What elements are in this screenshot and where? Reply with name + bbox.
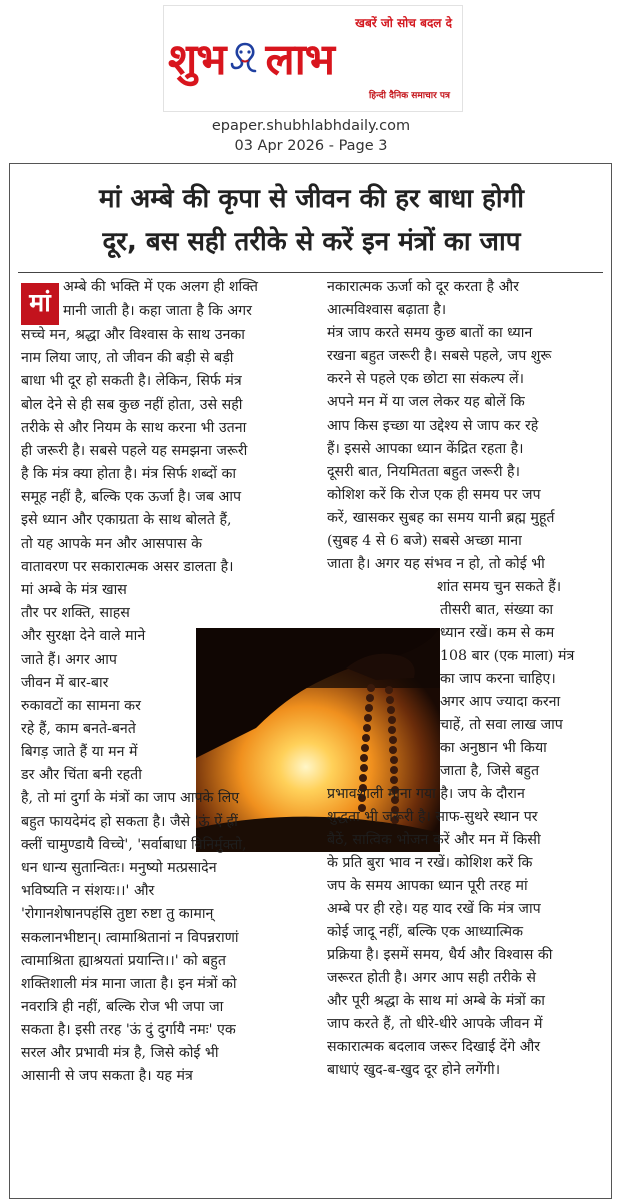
right-column-line: जरूरत होती है। अगर आप सही तरीके से	[327, 970, 536, 986]
left-column-line: बहुत फायदेमंद हो सकता है। जैसे 'ऊं ऐं ह्रीं	[21, 814, 238, 830]
edition-date-page: 03 Apr 2026 - Page 3	[234, 138, 388, 154]
left-column-line: रहे हैं, काम बनते-बनते	[21, 721, 136, 737]
right-column-line: करें, खासकर सुबह का समय यानी ब्रह्म मुहूर्त	[327, 510, 555, 526]
right-column-line: जाप करते हैं, तो धीरे-धीरे आपके जीवन में	[327, 1016, 543, 1032]
right-column-line: के प्रति बुरा भाव न रखें। कोशिश करें कि	[327, 855, 533, 871]
right-column-line: नकारात्मक ऊर्जा को दूर करता है और	[327, 279, 519, 295]
right-column-line: का अनुष्ठान भी किया	[440, 740, 547, 756]
left-column-line: मानी जाती है। कहा जाता है कि अगर	[63, 303, 252, 319]
left-column-line: सरल और प्रभावी मंत्र है, जिसे कोई भी	[21, 1045, 219, 1061]
right-column-line: कोशिश करें कि रोज एक ही समय पर जप	[327, 487, 541, 503]
right-column-line: मंत्र जाप करते समय कुछ बातों का ध्यान	[327, 325, 533, 341]
left-column-line: वातावरण पर सकारात्मक असर डालता है।	[21, 559, 234, 575]
left-column-line: बिगड़ जाते हैं या मन में	[21, 744, 138, 760]
left-column-line: नवरात्रि ही नहीं, बल्कि रोज भी जपा जा	[21, 999, 224, 1015]
left-column-line: नाम लिया जाए, तो जीवन की बड़ी से बड़ी	[21, 350, 234, 366]
headline-line: दूर, बस सही तरीके से करें इन मंत्रों का जाप	[102, 227, 521, 257]
logo-text-right: लाभ	[265, 35, 335, 85]
right-column-line: आत्मविश्वास बढ़ाता है।	[327, 302, 447, 318]
right-column-line: हैं। इससे आपका ध्यान केंद्रित रहता है।	[327, 441, 524, 457]
headline-line: मां अम्बे की कृपा से जीवन की हर बाधा होगी	[99, 184, 524, 214]
left-column-line: डर और चिंता बनी रहती	[21, 767, 142, 783]
left-column-line: मां अम्बे के मंत्र खास	[21, 582, 127, 598]
masthead	[163, 5, 463, 112]
right-column-line: प्रभावशाली माना गया है। जप के दौरान	[327, 786, 525, 802]
logo-text-left: शुभ	[168, 35, 226, 85]
headline	[10, 178, 612, 264]
left-column-line: आसानी से जप सकता है। यह मंत्र	[21, 1068, 193, 1084]
left-column-line: धन धान्य सुतान्वितः। मनुष्यो मत्प्रसादेन	[21, 860, 217, 876]
right-column-line: तीसरी बात, संख्या का	[440, 602, 554, 618]
right-column-line: ध्यान रखें। कम से कम	[440, 625, 555, 641]
left-column-line: तो यह आपके मन और आसपास के	[21, 536, 203, 552]
left-column-line: समूह नहीं है, बल्कि एक ऊर्जा है। जब आप	[21, 489, 242, 505]
right-column-line: और पूरी श्रद्धा के साथ मां अम्बे के मंत्रों का	[327, 993, 545, 1009]
right-column-line: रखना बहुत जरूरी है। सबसे पहले, जप शुरू	[327, 348, 552, 364]
edition-url: epaper.shubhlabhdaily.com	[211, 118, 411, 134]
left-column-line: सच्चे मन, श्रद्धा और विश्वास के साथ उनका	[21, 327, 245, 343]
logo	[168, 28, 334, 87]
right-column-line: जप के समय आपका ध्यान पूरी तरह मां	[327, 878, 528, 894]
left-column-line: भविष्यति न संशयः।।' और	[21, 883, 155, 899]
right-column-line: जाता है। अगर यह संभव न हो, तो कोई भी	[327, 556, 545, 572]
right-column-line: दूसरी बात, नियमितता बहुत जरूरी है।	[327, 464, 520, 480]
left-column-line: तरीके से और नियम के साथ करना भी उतना	[21, 420, 247, 436]
ganesh-icon	[227, 40, 263, 80]
left-column-line: ही जरूरी है। सबसे पहले यह समझना जरूरी	[21, 443, 248, 459]
right-column-line: का जाप करना चाहिए।	[440, 671, 556, 687]
right-column-line: अपने मन में या जल लेकर यह बोलें कि	[327, 394, 525, 410]
article	[9, 163, 612, 1199]
left-column-line: है, तो मां दुर्गा के मंत्रों का जाप आपके लिए	[21, 790, 240, 806]
left-column-line: रुकावटों का सामना कर	[21, 698, 141, 714]
left-column-line: बाधा भी दूर हो सकती है। लेकिन, सिर्फ मंत्र	[21, 373, 242, 389]
left-column-line: है कि मंत्र क्या होता है। मंत्र सिर्फ शब्दों का	[21, 466, 237, 482]
left-column-line: शक्तिशाली मंत्र माना जाता है। इन मंत्रों को	[21, 976, 237, 992]
right-column-line: चाहें, तो सवा लाख जाप	[440, 717, 563, 733]
left-column-line: सकलानभीष्टान्। त्वामाश्रितानां न विपन्नराणां	[21, 930, 239, 946]
right-column-line: जाता है, जिसे बहुत	[440, 763, 540, 779]
dropcap: मां	[21, 283, 59, 325]
right-column-line: बैठें, सात्विक भोजन करें और मन में किसी	[327, 832, 541, 848]
right-column-line: सकारात्मक बदलाव जरूर दिखाई देंगे और	[327, 1039, 541, 1055]
left-column-line: जीवन में बार-बार	[21, 675, 109, 691]
right-column-line: अम्बे पर ही रहे। यह याद रखें कि मंत्र जाप	[327, 901, 541, 917]
left-column-line: त्वामाश्रिता ह्याश्रयतां प्रयान्ति।।' को बहुत	[21, 953, 226, 969]
left-column-line: अम्बे की भक्ति में एक अलग ही शक्ति	[63, 279, 258, 295]
right-column-line: शुद्धता भी जरूरी है। साफ-सुथरे स्थान पर	[327, 809, 538, 825]
right-column-line: 108 बार (एक माला) मंत्र	[440, 648, 575, 664]
right-column-line: बाधाएं खुद-ब-खुद दूर होने लगेंगी।	[327, 1062, 501, 1078]
right-column-line: आप किस इच्छा या उद्देश्य से जाप कर रहे	[327, 418, 539, 434]
left-column-line: जाते हैं। अगर आप	[21, 652, 117, 668]
left-column-line: तौर पर शक्ति, साहस	[21, 605, 130, 621]
masthead-subtitle: हिन्दी दैनिक समाचार पत्र	[368, 91, 450, 101]
right-column-line: करने से पहले एक छोटा सा संकल्प लें।	[327, 371, 525, 387]
right-column-line: कोई जादू नहीं, बल्कि एक आध्यात्मिक	[327, 924, 524, 940]
right-column-line: अगर आप ज्यादा करना	[440, 694, 561, 710]
masthead-tagline: खबरें जो सोच बदल दे	[355, 16, 452, 30]
left-column-line: 'रोगानशेषानपहंसि तुष्टा रुष्टा तु कामान्	[21, 906, 214, 922]
left-column-line: और सुरक्षा देने वाले माने	[21, 628, 146, 644]
left-column-line: क्लीं चामुण्डायै विच्चे', 'सर्वाबाधा विनिर्मुक्तो,	[21, 837, 247, 853]
left-column-line: बोल देने से ही सब कुछ नहीं होता, उसे सही	[21, 397, 243, 413]
right-column-line: प्रक्रिया है। इसमें समय, धैर्य और विश्वास की	[327, 947, 553, 963]
left-column-line: सकता है। इसी तरह 'ऊं दुं दुर्गायै नमः' एक	[21, 1022, 236, 1038]
left-column-line: इसे ध्यान और एकाग्रता के साथ बोलते हैं,	[21, 512, 232, 528]
right-column-line: (सुबह 4 से 6 बजे) सबसे अच्छा माना	[327, 533, 522, 549]
headline-divider	[18, 272, 603, 273]
right-column-line: शांत समय चुन सकते हैं।	[437, 579, 562, 595]
